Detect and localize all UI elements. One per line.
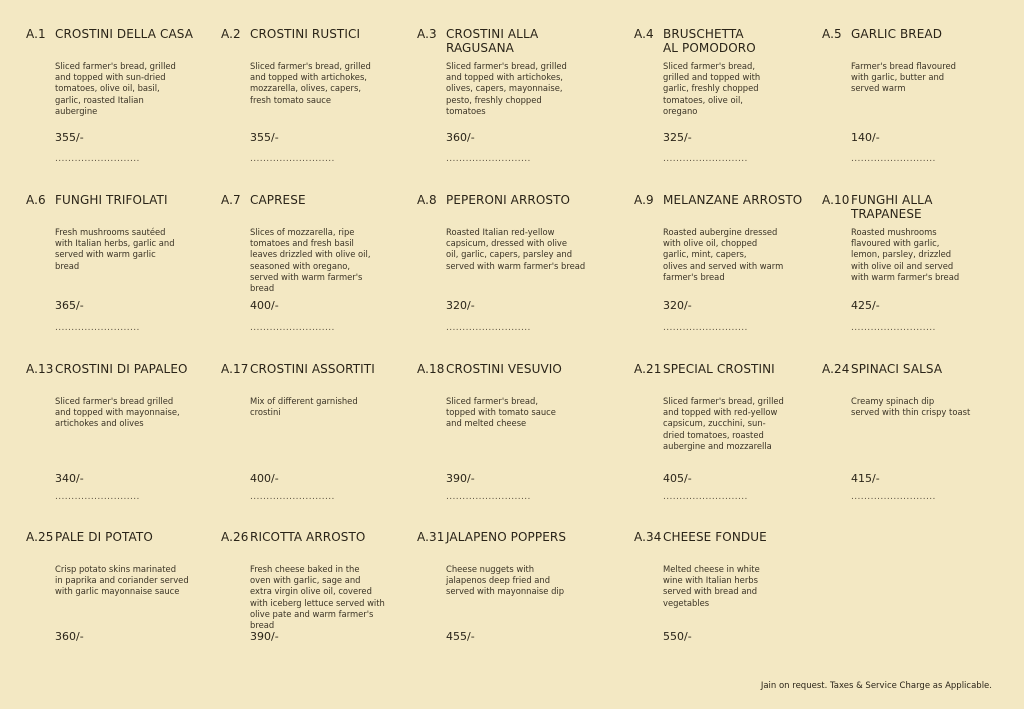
item-description: Sliced farmer's bread, grilled and topped with artichokes, mozzarella, olives, capers, fresh tomato sauce xyxy=(250,61,371,105)
menu-item xyxy=(634,530,824,646)
menu-item xyxy=(634,27,824,170)
item-price: 325/- xyxy=(663,131,692,144)
item-price: 360/- xyxy=(446,131,475,144)
footer-note: Jain on request. Taxes & Service Charge as Applicable. xyxy=(760,681,992,691)
item-description: Melted cheese in white wine with Italian herbs served with bread and vegetables xyxy=(663,564,760,608)
menu-item xyxy=(221,27,411,170)
item-name: CROSTINI DELLA CASA xyxy=(55,27,194,41)
item-description: Slices of mozzarella, ripe tomatoes and fresh basil leaves drizzled with olive oil, seasoned with oregano, served with warm farmer's bread xyxy=(250,227,371,294)
item-description: Fresh mushrooms sautéed with Italian herbs, garlic and served with warm garlic bread xyxy=(55,227,175,271)
item-heading xyxy=(221,530,411,544)
dotted-divider: .......................... xyxy=(851,492,936,502)
menu-item xyxy=(221,193,411,339)
item-description: Mix of different garnished crostini xyxy=(250,396,358,418)
item-description: Farmer's bread flavoured with garlic, butter and served warm xyxy=(851,61,956,94)
menu-item xyxy=(26,27,216,170)
item-heading xyxy=(221,193,411,207)
item-code: A.17 xyxy=(221,362,249,376)
item-price: 400/- xyxy=(250,299,279,312)
item-description: Roasted Italian red-yellow capsicum, dressed with olive oil, garlic, capers, parsley and served with warm farmer's bread xyxy=(446,227,586,271)
item-code: A.2 xyxy=(221,27,241,41)
item-price: 390/- xyxy=(250,630,279,643)
item-description: Creamy spinach dip served with thin crispy toast xyxy=(851,396,971,418)
item-code: A.26 xyxy=(221,530,249,544)
item-description: Sliced farmer's bread, grilled and topped with artichokes, olives, capers, mayonnaise, pesto, freshly chopped tomatoes xyxy=(446,61,567,116)
item-description: Sliced farmer's bread, grilled and topped with garlic, freshly chopped tomatoes, olive oil, oregano xyxy=(663,61,761,116)
menu-item xyxy=(26,193,216,339)
item-heading xyxy=(634,193,824,207)
item-code: A.7 xyxy=(221,193,241,207)
menu-item xyxy=(417,193,607,339)
item-heading xyxy=(26,193,216,207)
item-heading xyxy=(26,362,216,376)
dotted-divider: .......................... xyxy=(250,154,335,164)
item-code: A.3 xyxy=(417,27,437,41)
item-name: FUNGHI TRIFOLATI xyxy=(55,193,168,207)
item-name: SPECIAL CROSTINI xyxy=(663,362,775,376)
item-code: A.1 xyxy=(26,27,46,41)
item-name: JALAPENO POPPERS xyxy=(446,530,567,544)
dotted-divider: .......................... xyxy=(55,323,140,333)
item-description: Roasted mushrooms flavoured with garlic, lemon, parsley, drizzled with olive oil and served with warm farmer's bread xyxy=(851,227,960,282)
item-code: A.31 xyxy=(417,530,445,544)
item-code: A.6 xyxy=(26,193,46,207)
item-description: Sliced farmer's bread, grilled and topped with sun-dried tomatoes, olive oil, basil, garlic, roasted Italian aubergine xyxy=(55,61,176,116)
item-code: A.25 xyxy=(26,530,54,544)
dotted-divider: .......................... xyxy=(250,492,335,502)
item-name: BRUSCHETTA AL POMODORO xyxy=(663,27,756,55)
menu-item xyxy=(634,362,824,508)
item-price: 355/- xyxy=(55,131,84,144)
item-description: Cheese nuggets with jalapenos deep fried and served with mayonnaise dip xyxy=(446,564,565,597)
item-name: MELANZANE ARROSTO xyxy=(663,193,803,207)
item-price: 390/- xyxy=(446,472,475,485)
dotted-divider: .......................... xyxy=(663,323,748,333)
dotted-divider: .......................... xyxy=(663,154,748,164)
item-name: SPINACI SALSA xyxy=(851,362,943,376)
item-description: Roasted aubergine dressed with olive oil, chopped garlic, mint, capers, olives and served with warm farmer's bread xyxy=(663,227,784,282)
item-price: 360/- xyxy=(55,630,84,643)
item-name: CROSTINI ASSORTITI xyxy=(250,362,375,376)
item-description: Crisp potato skins marinated in paprika and coriander served with garlic mayonnaise sauce xyxy=(55,564,189,597)
dotted-divider: .......................... xyxy=(446,492,531,502)
item-price: 425/- xyxy=(851,299,880,312)
menu-item xyxy=(417,362,607,508)
menu-item xyxy=(26,362,216,508)
item-price: 320/- xyxy=(663,299,692,312)
item-name: FUNGHI ALLA TRAPANESE xyxy=(851,193,933,221)
menu-item xyxy=(26,530,216,646)
menu-item xyxy=(221,530,411,646)
dotted-divider: .......................... xyxy=(446,154,531,164)
item-description: Sliced farmer's bread grilled and topped with mayonnaise, artichokes and olives xyxy=(55,396,180,429)
dotted-divider: .......................... xyxy=(851,323,936,333)
dotted-divider: .......................... xyxy=(55,154,140,164)
item-name: GARLIC BREAD xyxy=(851,27,943,41)
item-name: CROSTINI VESUVIO xyxy=(446,362,562,376)
item-code: A.13 xyxy=(26,362,54,376)
item-description: Sliced farmer's bread, topped with tomato sauce and melted cheese xyxy=(446,396,556,429)
item-heading xyxy=(221,362,411,376)
menu-item xyxy=(417,27,607,170)
menu-item xyxy=(822,27,1012,170)
dotted-divider: .......................... xyxy=(446,323,531,333)
item-code: A.8 xyxy=(417,193,437,207)
item-name: RICOTTA ARROSTO xyxy=(250,530,366,544)
item-heading xyxy=(417,193,607,207)
item-price: 355/- xyxy=(250,131,279,144)
item-heading xyxy=(822,27,1012,41)
menu-item xyxy=(221,362,411,508)
item-name: CAPRESE xyxy=(250,193,306,207)
dotted-divider: .......................... xyxy=(851,154,936,164)
item-heading xyxy=(822,193,1012,221)
dotted-divider: .......................... xyxy=(663,492,748,502)
item-code: A.24 xyxy=(822,362,850,376)
menu-item xyxy=(634,193,824,339)
item-price: 400/- xyxy=(250,472,279,485)
item-code: A.4 xyxy=(634,27,654,41)
item-description: Sliced farmer's bread, grilled and topped with red-yellow capsicum, zucchini, sun- dried tomatoes, roasted aubergine and mozzarella xyxy=(663,396,784,451)
item-code: A.10 xyxy=(822,193,850,207)
item-heading xyxy=(822,362,1012,376)
item-description: Fresh cheese baked in the oven with garlic, sage and extra virgin olive oil, covered with iceberg lettuce served with olive pate and warm farmer's bread xyxy=(250,564,385,631)
dotted-divider: .......................... xyxy=(250,323,335,333)
menu-item xyxy=(822,362,1012,508)
item-heading xyxy=(221,27,411,41)
item-code: A.34 xyxy=(634,530,662,544)
item-code: A.5 xyxy=(822,27,842,41)
item-heading xyxy=(634,530,824,544)
item-heading xyxy=(26,27,216,41)
item-price: 365/- xyxy=(55,299,84,312)
menu-item xyxy=(822,193,1012,339)
item-name: CROSTINI RUSTICI xyxy=(250,27,361,41)
dotted-divider: .......................... xyxy=(55,492,140,502)
item-code: A.18 xyxy=(417,362,445,376)
item-price: 320/- xyxy=(446,299,475,312)
item-heading xyxy=(417,362,607,376)
item-heading xyxy=(634,27,824,55)
item-name: PALE DI POTATO xyxy=(55,530,153,544)
item-name: CHEESE FONDUE xyxy=(663,530,767,544)
item-price: 415/- xyxy=(851,472,880,485)
item-heading xyxy=(417,27,607,55)
item-name: CROSTINI DI PAPALEO xyxy=(55,362,188,376)
item-heading xyxy=(634,362,824,376)
item-code: A.9 xyxy=(634,193,654,207)
item-price: 455/- xyxy=(446,630,475,643)
item-code: A.21 xyxy=(634,362,662,376)
menu-item xyxy=(417,530,607,646)
item-name: PEPERONI ARROSTO xyxy=(446,193,571,207)
item-price: 140/- xyxy=(851,131,880,144)
item-price: 340/- xyxy=(55,472,84,485)
item-price: 405/- xyxy=(663,472,692,485)
item-heading xyxy=(26,530,216,544)
item-price: 550/- xyxy=(663,630,692,643)
item-name: CROSTINI ALLA RAGUSANA xyxy=(446,27,539,55)
item-heading xyxy=(417,530,607,544)
